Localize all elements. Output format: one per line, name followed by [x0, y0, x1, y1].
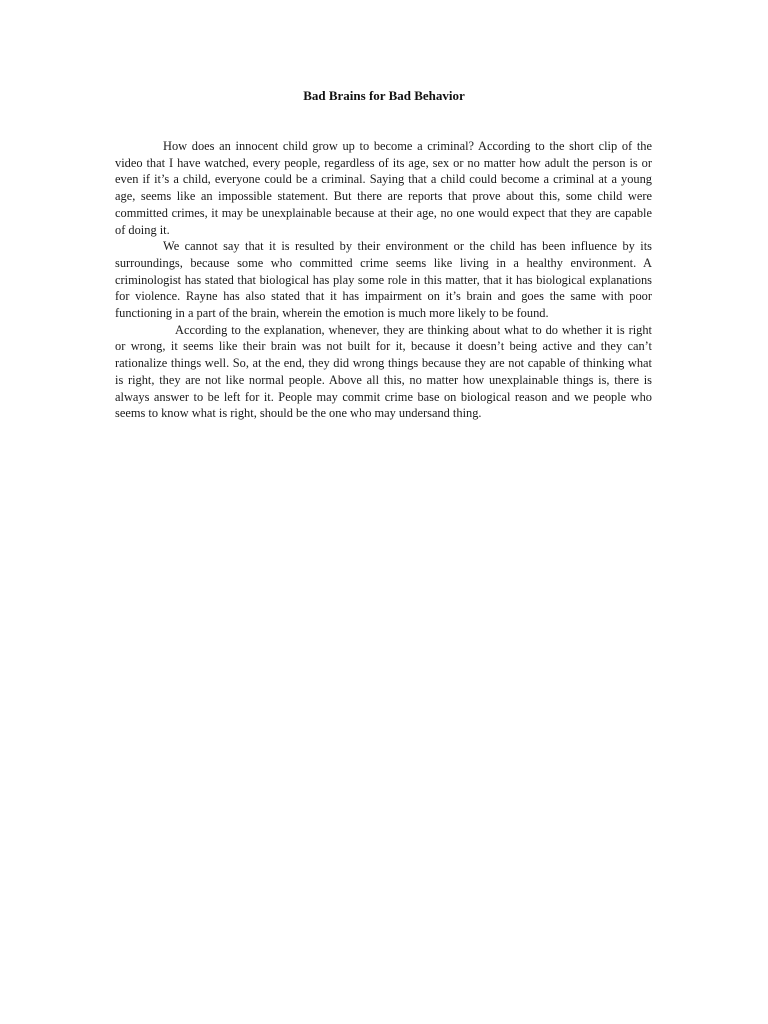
- paragraph-1: How does an innocent child grow up to become a criminal? According to the short clip of the video that I have watched, every people, regardless of its age, sex or no matter how adult the person is or even if it’s a child, everyone could be a criminal. Saying that a child could become a criminal at a young age, seems like an impossible statement. But there are reports that prove about this, some child were committed crimes, it may be unexplainable because at their age, no one would expect that they are capable of doing it.: [115, 139, 652, 237]
- document-title: Bad Brains for Bad Behavior: [303, 88, 465, 103]
- paragraph-2: We cannot say that it is resulted by their environment or the child has been influence by its surroundings, because some who committed crime seems like living in a healthy environment. A criminologist has stated that biological has play some role in this matter, that it has biological explanations for violence. Rayne has also stated that it has impairment on it’s brain and goes the same with poor functioning in a part of the brain, wherein the emotion is much more likely to be found.: [115, 239, 652, 321]
- document-body: [115, 138, 652, 422]
- paragraph-3: According to the explanation, whenever, they are thinking about what to do whether it is right or wrong, it seems like their brain was not built for it, because it doesn’t being active and they can’t rationalize things well. So, at the end, they did wrong things because they are not capable of thinking what is right, they are not like normal people. Above all this, no matter how unexplainable things is, there is always answer to be left for it. People may commit crime base on biological reason and we people who seems to know what is right, should be the one who may undersand thing.: [115, 322, 652, 421]
